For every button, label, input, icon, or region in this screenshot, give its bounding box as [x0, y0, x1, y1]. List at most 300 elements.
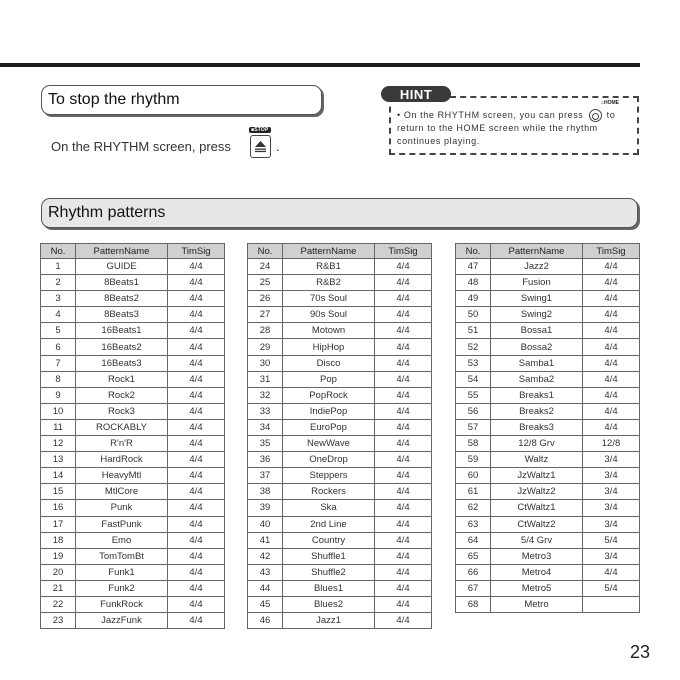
cell-pattern-name: Breaks2	[491, 403, 583, 419]
cell-no: 20	[41, 564, 76, 580]
table-row	[456, 275, 640, 291]
table-row	[248, 484, 432, 500]
table-row	[456, 468, 640, 484]
cell-no: 64	[456, 532, 491, 548]
cell-pattern-name: Samba2	[491, 371, 583, 387]
cell-pattern-name: Country	[283, 532, 375, 548]
cell-pattern-name: Emo	[76, 532, 168, 548]
table-row	[248, 259, 432, 275]
cell-no: 21	[41, 580, 76, 596]
cell-time-sig: 3/4	[583, 484, 640, 500]
table-row	[41, 548, 225, 564]
table-row	[248, 516, 432, 532]
cell-no: 25	[248, 275, 283, 291]
cell-time-sig: 4/4	[168, 403, 225, 419]
cell-time-sig: 4/4	[375, 323, 432, 339]
cell-pattern-name: PopRock	[283, 387, 375, 403]
cell-no: 14	[41, 468, 76, 484]
cell-no: 13	[41, 452, 76, 468]
table-row	[456, 564, 640, 580]
cell-pattern-name: HipHop	[283, 339, 375, 355]
cell-time-sig: 4/4	[583, 403, 640, 419]
cell-time-sig: 4/4	[168, 596, 225, 612]
table-row	[41, 532, 225, 548]
table-row	[456, 500, 640, 516]
table-row	[248, 564, 432, 580]
table-row	[41, 516, 225, 532]
cell-time-sig: 4/4	[375, 419, 432, 435]
table-row	[41, 500, 225, 516]
cell-pattern-name: OneDrop	[283, 452, 375, 468]
rhythm-table-2	[247, 243, 432, 629]
table-row	[41, 323, 225, 339]
cell-no: 68	[456, 596, 491, 612]
cell-time-sig: 4/4	[375, 371, 432, 387]
cell-pattern-name: 16Beats1	[76, 323, 168, 339]
cell-time-sig: 4/4	[168, 355, 225, 371]
cell-pattern-name: Motown	[283, 323, 375, 339]
cell-no: 10	[41, 403, 76, 419]
cell-pattern-name: NewWave	[283, 436, 375, 452]
col-header-no: No.	[41, 244, 76, 259]
cell-time-sig: 4/4	[168, 419, 225, 435]
cell-pattern-name: 16Beats3	[76, 355, 168, 371]
cell-no: 30	[248, 355, 283, 371]
cell-pattern-name: Metro4	[491, 564, 583, 580]
cell-time-sig: 4/4	[583, 291, 640, 307]
cell-no: 56	[456, 403, 491, 419]
cell-time-sig: 4/4	[375, 564, 432, 580]
cell-pattern-name: Breaks1	[491, 387, 583, 403]
top-rule	[0, 63, 640, 67]
cell-pattern-name: Breaks3	[491, 419, 583, 435]
cell-time-sig: 4/4	[375, 548, 432, 564]
cell-time-sig: 4/4	[375, 403, 432, 419]
cell-time-sig: 5/4	[583, 580, 640, 596]
cell-time-sig: 4/4	[168, 564, 225, 580]
hint-text-after: to return to the HOME screen while the rhythm continues playing.	[397, 110, 616, 147]
cell-pattern-name: JzWaltz2	[491, 484, 583, 500]
cell-no: 49	[456, 291, 491, 307]
cell-time-sig: 5/4	[583, 532, 640, 548]
cell-pattern-name: 2nd Line	[283, 516, 375, 532]
table-row	[41, 275, 225, 291]
table-row	[41, 403, 225, 419]
rhythm-table-1	[40, 243, 225, 629]
cell-pattern-name: Shuffle1	[283, 548, 375, 564]
cell-no: 55	[456, 387, 491, 403]
table-row	[41, 564, 225, 580]
cell-time-sig: 4/4	[583, 355, 640, 371]
table-row	[41, 468, 225, 484]
cell-no: 43	[248, 564, 283, 580]
cell-pattern-name: Punk	[76, 500, 168, 516]
cell-no: 11	[41, 419, 76, 435]
cell-no: 26	[248, 291, 283, 307]
cell-no: 19	[41, 548, 76, 564]
cell-time-sig: 4/4	[375, 339, 432, 355]
cell-pattern-name: 8Beats2	[76, 291, 168, 307]
cell-no: 44	[248, 580, 283, 596]
table-row	[41, 484, 225, 500]
cell-time-sig: 4/4	[583, 275, 640, 291]
table-row	[41, 580, 225, 596]
table-row	[456, 307, 640, 323]
table-row	[248, 436, 432, 452]
cell-pattern-name: Shuffle2	[283, 564, 375, 580]
cell-time-sig: 4/4	[375, 307, 432, 323]
page-number: 23	[630, 642, 651, 662]
table-row	[456, 532, 640, 548]
table-row	[248, 468, 432, 484]
cell-no: 4	[41, 307, 76, 323]
cell-no: 38	[248, 484, 283, 500]
table-row	[248, 355, 432, 371]
cell-time-sig: 4/4	[375, 613, 432, 629]
cell-time-sig: 4/4	[168, 291, 225, 307]
cell-no: 58	[456, 436, 491, 452]
cell-no: 45	[248, 596, 283, 612]
cell-no: 57	[456, 419, 491, 435]
cell-pattern-name: Ska	[283, 500, 375, 516]
cell-time-sig: 3/4	[583, 516, 640, 532]
cell-no: 53	[456, 355, 491, 371]
table-row	[41, 452, 225, 468]
col-header-name: PatternName	[283, 244, 375, 259]
cell-no: 7	[41, 355, 76, 371]
col-header-no: No.	[248, 244, 283, 259]
cell-pattern-name: Bossa2	[491, 339, 583, 355]
cell-pattern-name: Rock2	[76, 387, 168, 403]
cell-time-sig: 4/4	[168, 468, 225, 484]
cell-time-sig: 4/4	[168, 436, 225, 452]
table-row	[41, 596, 225, 612]
cell-no: 67	[456, 580, 491, 596]
cell-no: 34	[248, 419, 283, 435]
table-row	[248, 339, 432, 355]
cell-pattern-name: Funk2	[76, 580, 168, 596]
col-header-name: PatternName	[76, 244, 168, 259]
cell-no: 65	[456, 548, 491, 564]
cell-no: 63	[456, 516, 491, 532]
patterns-title-text: Rhythm patterns	[48, 204, 166, 221]
cell-no: 61	[456, 484, 491, 500]
table-row	[456, 339, 640, 355]
cell-no: 5	[41, 323, 76, 339]
table-row	[456, 580, 640, 596]
cell-pattern-name: Pop	[283, 371, 375, 387]
cell-time-sig: 4/4	[168, 516, 225, 532]
cell-no: 23	[41, 613, 76, 629]
table-row	[456, 596, 640, 612]
cell-time-sig: 4/4	[168, 532, 225, 548]
cell-pattern-name: Swing2	[491, 307, 583, 323]
cell-pattern-name: FastPunk	[76, 516, 168, 532]
cell-time-sig: 4/4	[583, 371, 640, 387]
cell-time-sig: 4/4	[168, 371, 225, 387]
table-row	[248, 371, 432, 387]
cell-time-sig: 4/4	[375, 596, 432, 612]
cell-no: 37	[248, 468, 283, 484]
table-row	[456, 371, 640, 387]
cell-time-sig: 4/4	[375, 355, 432, 371]
stop-instruction: On the RHYTHM screen, press	[51, 139, 231, 154]
table-row	[41, 371, 225, 387]
cell-time-sig: 4/4	[168, 275, 225, 291]
table-row	[248, 387, 432, 403]
table-row	[248, 548, 432, 564]
cell-no: 6	[41, 339, 76, 355]
stop-button-icon	[250, 135, 271, 158]
cell-no: 48	[456, 275, 491, 291]
cell-time-sig: 4/4	[375, 484, 432, 500]
stop-title-text: To stop the rhythm	[48, 91, 180, 108]
stop-instruction-end: .	[276, 139, 280, 154]
cell-pattern-name: 90s Soul	[283, 307, 375, 323]
table-row	[456, 323, 640, 339]
table-row	[456, 516, 640, 532]
cell-no: 39	[248, 500, 283, 516]
table-row	[456, 259, 640, 275]
cell-pattern-name: HeavyMtl	[76, 468, 168, 484]
cell-time-sig: 4/4	[583, 387, 640, 403]
cell-pattern-name: Jazz2	[491, 259, 583, 275]
table-row	[41, 291, 225, 307]
cell-no: 62	[456, 500, 491, 516]
col-header-sig: TimSig	[583, 244, 640, 259]
cell-no: 60	[456, 468, 491, 484]
cell-no: 18	[41, 532, 76, 548]
cell-pattern-name: Disco	[283, 355, 375, 371]
cell-pattern-name: 8Beats1	[76, 275, 168, 291]
cell-time-sig: 4/4	[375, 516, 432, 532]
table-row	[456, 291, 640, 307]
table-row	[456, 436, 640, 452]
cell-no: 41	[248, 532, 283, 548]
cell-no: 15	[41, 484, 76, 500]
cell-no: 36	[248, 452, 283, 468]
cell-no: 54	[456, 371, 491, 387]
cell-time-sig: 4/4	[168, 259, 225, 275]
cell-pattern-name: JazzFunk	[76, 613, 168, 629]
cell-pattern-name: FunkRock	[76, 596, 168, 612]
cell-time-sig	[583, 596, 640, 612]
cell-time-sig: 4/4	[375, 468, 432, 484]
cell-pattern-name: ROCKABLY	[76, 419, 168, 435]
cell-no: 12	[41, 436, 76, 452]
cell-pattern-name: Swing1	[491, 291, 583, 307]
rhythm-table-3	[455, 243, 640, 613]
cell-pattern-name: CtWaltz2	[491, 516, 583, 532]
hint-text	[397, 109, 635, 148]
table-row	[248, 419, 432, 435]
hint-text-before: • On the RHYTHM screen, you can press	[397, 110, 584, 120]
col-header-sig: TimSig	[375, 244, 432, 259]
table-row	[41, 436, 225, 452]
cell-no: 8	[41, 371, 76, 387]
cell-pattern-name: IndiePop	[283, 403, 375, 419]
cell-time-sig: 4/4	[583, 564, 640, 580]
cell-pattern-name: Jazz1	[283, 613, 375, 629]
cell-pattern-name: 70s Soul	[283, 291, 375, 307]
cell-time-sig: 4/4	[583, 307, 640, 323]
cell-pattern-name: Blues2	[283, 596, 375, 612]
cell-no: 29	[248, 339, 283, 355]
section-title-patterns	[41, 198, 638, 228]
table-row	[41, 387, 225, 403]
hint-tab: HINT	[381, 86, 451, 102]
cell-pattern-name: TomTomBt	[76, 548, 168, 564]
cell-time-sig: 3/4	[583, 548, 640, 564]
cell-pattern-name: Steppers	[283, 468, 375, 484]
cell-no: 59	[456, 452, 491, 468]
cell-time-sig: 4/4	[168, 339, 225, 355]
cell-no: 40	[248, 516, 283, 532]
cell-pattern-name: Bossa1	[491, 323, 583, 339]
table-row	[248, 275, 432, 291]
table-row	[248, 307, 432, 323]
cell-time-sig: 4/4	[583, 419, 640, 435]
cell-pattern-name: CtWaltz1	[491, 500, 583, 516]
cell-pattern-name: Metro	[491, 596, 583, 612]
cell-time-sig: 12/8	[583, 436, 640, 452]
cell-time-sig: 4/4	[375, 275, 432, 291]
cell-no: 35	[248, 436, 283, 452]
cell-no: 50	[456, 307, 491, 323]
cell-no: 42	[248, 548, 283, 564]
cell-no: 22	[41, 596, 76, 612]
table-row	[248, 323, 432, 339]
cell-time-sig: 4/4	[168, 500, 225, 516]
table-row	[248, 532, 432, 548]
cell-time-sig: 4/4	[168, 387, 225, 403]
cell-time-sig: 4/4	[375, 259, 432, 275]
cell-pattern-name: Rock1	[76, 371, 168, 387]
cell-no: 1	[41, 259, 76, 275]
table-row	[41, 259, 225, 275]
cell-pattern-name: Metro3	[491, 548, 583, 564]
col-header-no: No.	[456, 244, 491, 259]
cell-time-sig: 4/4	[583, 323, 640, 339]
cell-pattern-name: R&B1	[283, 259, 375, 275]
cell-pattern-name: R&B2	[283, 275, 375, 291]
home-button-icon	[589, 109, 602, 122]
cell-time-sig: 3/4	[583, 452, 640, 468]
col-header-sig: TimSig	[168, 244, 225, 259]
cell-no: 31	[248, 371, 283, 387]
cell-time-sig: 4/4	[375, 436, 432, 452]
cell-pattern-name: EuroPop	[283, 419, 375, 435]
cell-pattern-name: MtlCore	[76, 484, 168, 500]
cell-time-sig: 4/4	[583, 339, 640, 355]
cell-time-sig: 4/4	[168, 548, 225, 564]
table-row	[41, 613, 225, 629]
cell-time-sig: 3/4	[583, 468, 640, 484]
cell-time-sig: 4/4	[375, 580, 432, 596]
home-button-label: ⌂HOME	[601, 100, 620, 106]
table-row	[248, 452, 432, 468]
cell-no: 66	[456, 564, 491, 580]
cell-pattern-name: HardRock	[76, 452, 168, 468]
cell-pattern-name: Samba1	[491, 355, 583, 371]
cell-time-sig: 4/4	[168, 307, 225, 323]
cell-pattern-name: 8Beats3	[76, 307, 168, 323]
cell-no: 47	[456, 259, 491, 275]
cell-pattern-name: GUIDE	[76, 259, 168, 275]
cell-no: 28	[248, 323, 283, 339]
cell-no: 9	[41, 387, 76, 403]
cell-pattern-name: Rockers	[283, 484, 375, 500]
cell-no: 3	[41, 291, 76, 307]
cell-pattern-name: 12/8 Grv	[491, 436, 583, 452]
cell-pattern-name: JzWaltz1	[491, 468, 583, 484]
cell-no: 46	[248, 613, 283, 629]
cell-pattern-name: Waltz	[491, 452, 583, 468]
cell-time-sig: 4/4	[168, 613, 225, 629]
cell-no: 32	[248, 387, 283, 403]
cell-no: 17	[41, 516, 76, 532]
cell-time-sig: 3/4	[583, 500, 640, 516]
cell-no: 2	[41, 275, 76, 291]
cell-time-sig: 4/4	[168, 323, 225, 339]
cell-pattern-name: Funk1	[76, 564, 168, 580]
table-row	[456, 355, 640, 371]
table-row	[41, 355, 225, 371]
cell-time-sig: 4/4	[168, 580, 225, 596]
cell-no: 27	[248, 307, 283, 323]
table-row	[248, 403, 432, 419]
cell-no: 51	[456, 323, 491, 339]
cell-no: 52	[456, 339, 491, 355]
table-row	[456, 403, 640, 419]
table-row	[248, 596, 432, 612]
cell-time-sig: 4/4	[375, 387, 432, 403]
cell-no: 33	[248, 403, 283, 419]
cell-time-sig: 4/4	[168, 484, 225, 500]
table-row	[456, 419, 640, 435]
cell-pattern-name: 5/4 Grv	[491, 532, 583, 548]
cell-pattern-name: Fusion	[491, 275, 583, 291]
cell-time-sig: 4/4	[375, 500, 432, 516]
table-row	[248, 580, 432, 596]
table-row	[456, 387, 640, 403]
cell-time-sig: 4/4	[375, 452, 432, 468]
cell-pattern-name: Blues1	[283, 580, 375, 596]
cell-pattern-name: R'n'R	[76, 436, 168, 452]
col-header-name: PatternName	[491, 244, 583, 259]
section-title-stop	[41, 85, 322, 115]
cell-pattern-name: Metro5	[491, 580, 583, 596]
cell-time-sig: 4/4	[583, 259, 640, 275]
table-row	[248, 613, 432, 629]
cell-time-sig: 4/4	[375, 532, 432, 548]
table-row	[41, 339, 225, 355]
table-row	[248, 291, 432, 307]
table-row	[41, 307, 225, 323]
cell-no: 16	[41, 500, 76, 516]
cell-pattern-name: 16Beats2	[76, 339, 168, 355]
table-row	[41, 419, 225, 435]
cell-time-sig: 4/4	[168, 452, 225, 468]
cell-time-sig: 4/4	[375, 291, 432, 307]
cell-pattern-name: Rock3	[76, 403, 168, 419]
table-row	[456, 548, 640, 564]
table-row	[456, 484, 640, 500]
stop-button-label: ■STOP	[251, 127, 269, 133]
table-row	[248, 500, 432, 516]
cell-no: 24	[248, 259, 283, 275]
table-row	[456, 452, 640, 468]
